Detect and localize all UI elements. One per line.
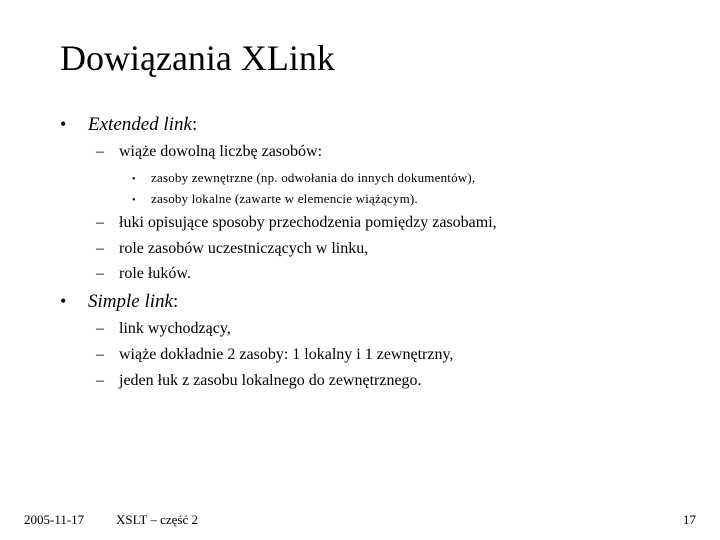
- slide-title: Dowiązania XLink: [60, 38, 335, 78]
- dash-marker: –: [96, 346, 104, 363]
- page-number: 17: [683, 512, 696, 527]
- subitem-text: łuki opisujące sposoby przechodzenia pomiędzy zasobami,: [119, 214, 497, 231]
- subitem-text: wiąże dokładnie 2 zasoby: 1 lokalny i 1 zewnętrzny,: [119, 346, 454, 363]
- subitem-text: link wychodzący,: [119, 320, 231, 337]
- subitem-text: wiąże dowolną liczbę zasobów:: [119, 143, 323, 160]
- bullet-text: Simple link: [88, 291, 173, 312]
- dash-marker: –: [96, 320, 104, 337]
- bullet-suffix: :: [172, 291, 179, 312]
- dash-marker: –: [96, 214, 104, 231]
- bullet-simple-link: [60, 291, 178, 313]
- sub-subitem: [132, 191, 418, 207]
- subitem: [96, 265, 191, 283]
- bullet-text: Extended link: [88, 114, 192, 135]
- dash-marker: –: [96, 265, 104, 282]
- sub-subitem-text: zasoby zewnętrzne (np. odwołania do innych dokumentów),: [151, 170, 476, 185]
- subitem: [96, 143, 322, 161]
- dash-marker: –: [96, 372, 104, 389]
- sub-subitem: [132, 170, 475, 186]
- subitem: [96, 346, 453, 364]
- subitem-text: jeden łuk z zasobu lokalnego do zewnętrznego.: [119, 372, 422, 389]
- footer-title: XSLT – część 2: [116, 512, 198, 527]
- footer-date: 2005-11-17: [24, 512, 85, 527]
- dash-marker: –: [96, 143, 104, 160]
- subitem: [96, 320, 231, 338]
- subitem: [96, 240, 368, 258]
- bullet-marker: •: [132, 195, 136, 206]
- sub-subitem-text: zasoby lokalne (zawarte w elemencie wiążącym).: [151, 191, 418, 206]
- bullet-marker: •: [60, 291, 67, 311]
- bullet-marker: •: [132, 174, 136, 185]
- bullet-extended-link: [60, 114, 197, 136]
- dash-marker: –: [96, 240, 104, 257]
- subitem: [96, 214, 497, 232]
- bullet-suffix: :: [191, 114, 198, 135]
- bullet-marker: •: [60, 114, 67, 134]
- subitem-text: role łuków.: [119, 265, 191, 282]
- subitem-text: role zasobów uczestniczących w linku,: [119, 240, 369, 257]
- subitem: [96, 372, 422, 390]
